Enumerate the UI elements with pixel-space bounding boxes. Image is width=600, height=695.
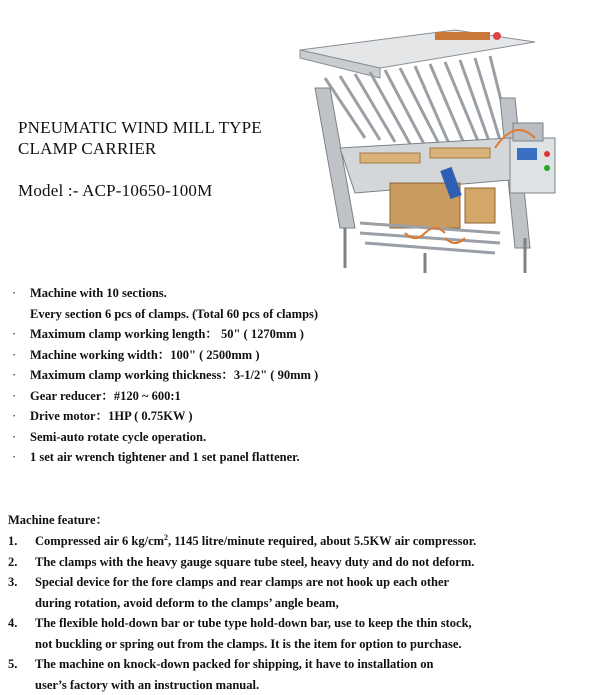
spec-item: · Gear reducer：#120 ~ 600:1 (10, 386, 318, 407)
feature-item: 1. Compressed air 6 $kg/cm^2$, 1145 litre/minute required, about 5.5KW air compressor. (8, 531, 476, 552)
spec-item: · 1 set air wrench tightener and 1 set panel flattener. (10, 447, 318, 468)
bullet-icon: · (12, 409, 17, 423)
feature-item: 3. Special device for the fore clamps and rear clamps are not hook up each other during rotation, avoid deform to the clamps’ angle beam, (8, 572, 476, 613)
spec-list (10, 283, 318, 468)
title-line-1: PNEUMATIC WIND MILL TYPE (18, 118, 262, 137)
bullet-icon: · (12, 286, 17, 300)
feature-number: 1. (8, 534, 18, 548)
feature-item: 5. The machine on knock-down packed for shipping, it have to installation on user’s factory with an instruction manual. (8, 654, 476, 695)
bullet-icon: · (12, 450, 17, 464)
feature-heading: Machine feature： (8, 513, 109, 527)
bullet-icon: · (12, 429, 17, 444)
feature-number: 2. (8, 554, 18, 569)
spec-item: · Semi-auto rotate cycle operation. (10, 427, 318, 448)
spec-item: · Drive motor：1HP ( 0.75KW ) (10, 406, 318, 427)
spec-item: · Maximum clamp working thickness：3-1/2" ( 90mm ) (10, 365, 318, 386)
spec-item: · Machine with 10 sections. (10, 283, 318, 304)
spec-item: · Machine working width：100" ( 2500mm ) (10, 345, 318, 366)
feature-number: 4. (8, 616, 18, 630)
model-number: Model :- ACP-10650-100M (18, 181, 213, 200)
bullet-icon: · (12, 347, 17, 362)
spec-item-continued: Every section 6 pcs of clamps. (Total 60 pcs of clamps) (30, 306, 319, 321)
product-title (18, 117, 262, 159)
bullet-icon: · (12, 388, 17, 403)
feature-list (8, 531, 476, 695)
feature-item: 4. The flexible hold-down bar or tube type hold-down bar, use to keep the thin stock, not buckling or spring out from the clamps. It is the item for option to purchase. (8, 613, 476, 654)
feature-item: 2. The clamps with the heavy gauge square tube steel, heavy duty and do not deform. (8, 552, 476, 573)
feature-number: 3. (8, 575, 18, 589)
clamp-carrier-machine-photo (285, 28, 585, 276)
bullet-icon: · (12, 327, 17, 341)
feature-number: 5. (8, 657, 18, 671)
bullet-icon: · (12, 368, 17, 382)
spec-item: · Maximum clamp working length： 50" ( 1270mm ) (10, 324, 318, 345)
title-line-2: CLAMP CARRIER (18, 139, 157, 158)
